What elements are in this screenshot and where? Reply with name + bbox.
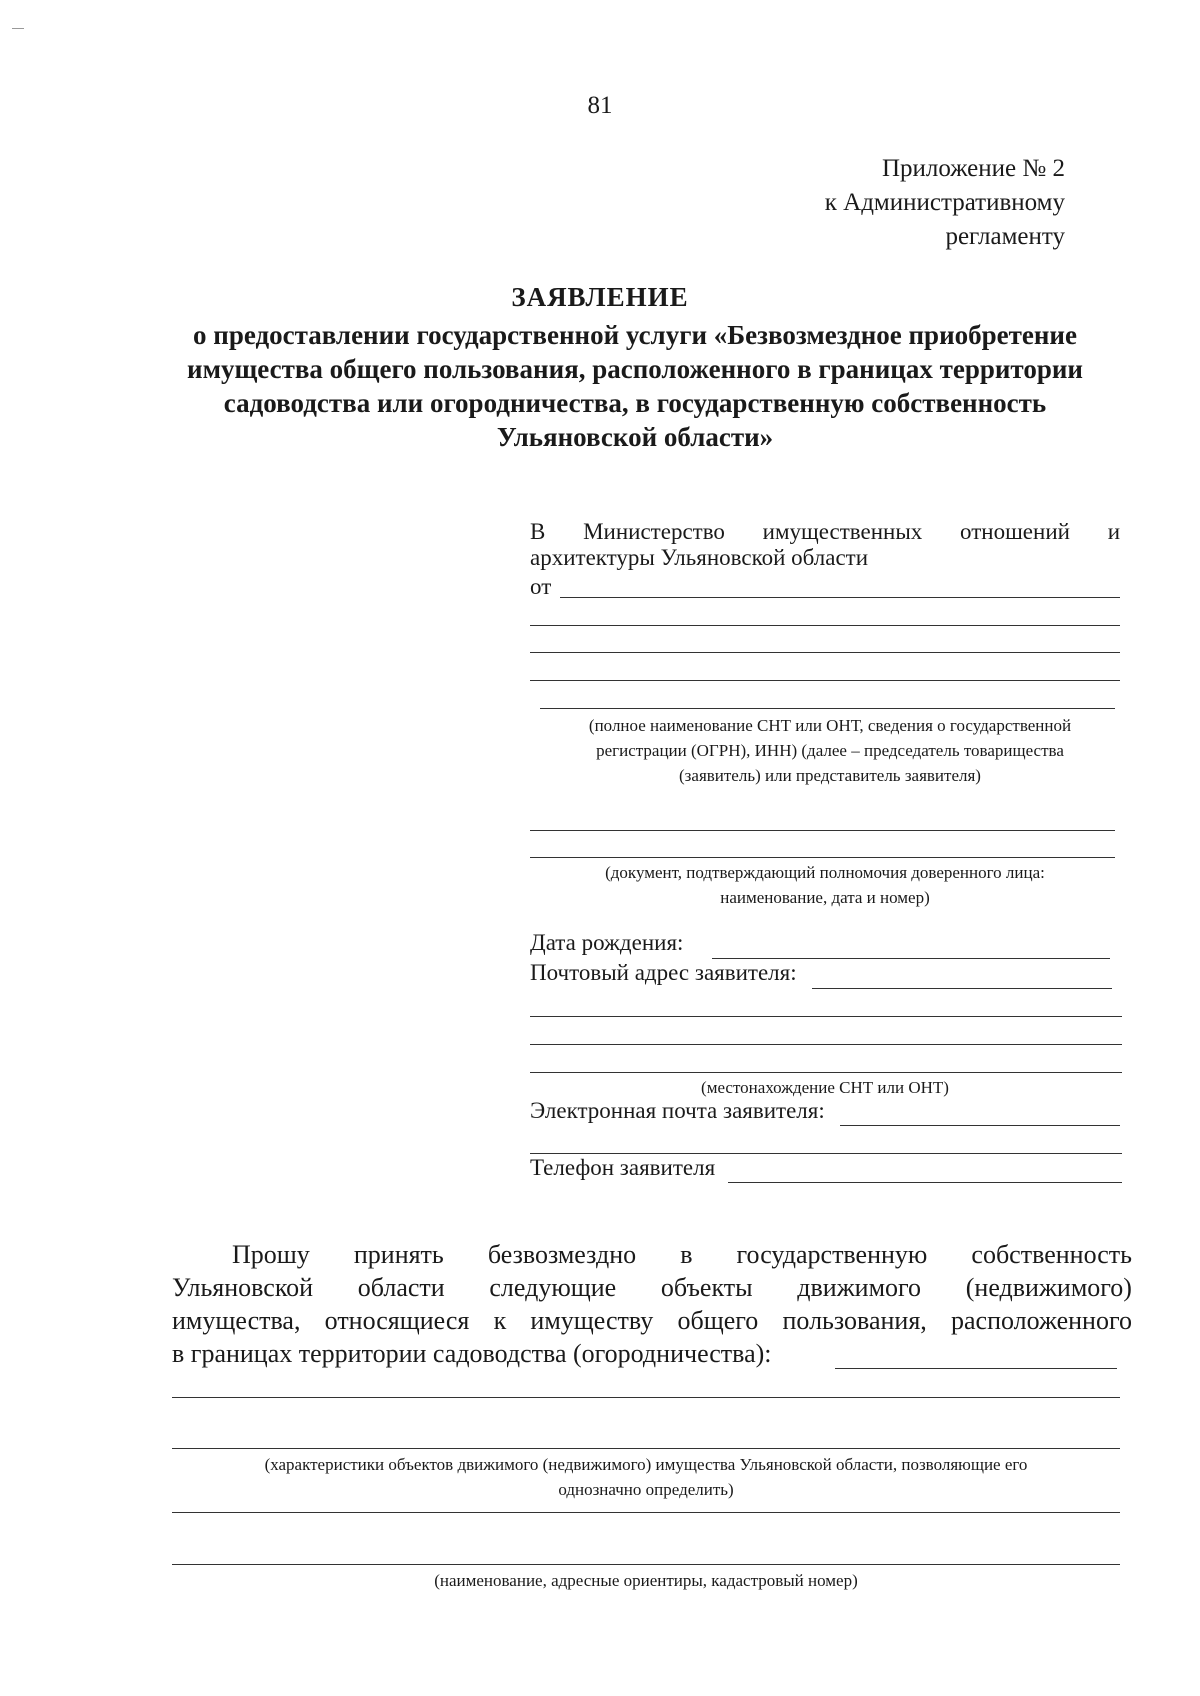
note-line: (заявитель) или представитель заявителя) [679, 766, 981, 785]
objects-field-line[interactable] [835, 1368, 1117, 1369]
birth-date-field-line[interactable] [712, 958, 1110, 959]
note-line: однозначно определить) [558, 1480, 734, 1499]
request-line: в границах территории садоводства (огородничества): [172, 1339, 772, 1368]
note-line: регистрации (ОГРН), ИНН) (далее – председатель товарищества [596, 741, 1064, 760]
note-line: (полное наименование СНТ или ОНТ, сведения о государственной [588, 716, 1072, 735]
email-field-line[interactable] [840, 1125, 1120, 1126]
request-word: движимого [797, 1273, 922, 1302]
addressee-word: В [530, 519, 546, 544]
proxy-note [530, 860, 1120, 910]
request-word: принять [353, 1240, 444, 1269]
page-number: 81 [587, 92, 613, 119]
subtitle-line: о предоставлении государственной услуги «Безвозмездное приобретение [193, 320, 1077, 350]
request-word: области [357, 1273, 445, 1302]
objects-note [172, 1452, 1120, 1502]
addressee-word: и [1107, 519, 1120, 544]
objects-field-line[interactable] [172, 1448, 1120, 1449]
applicant-note [530, 713, 1130, 788]
request-word: относящиеся [324, 1306, 470, 1335]
subtitle-line: Ульяновской области» [496, 422, 774, 452]
postal-address-field-line[interactable] [530, 1044, 1122, 1045]
addressee-word: отношений [960, 519, 1070, 544]
applicant-field-line[interactable] [540, 708, 1115, 709]
appendix-line: Приложение № 2 [881, 155, 1065, 182]
objects-field-line[interactable] [172, 1397, 1120, 1398]
email-field-line[interactable] [530, 1153, 1122, 1154]
request-word: расположенного [951, 1306, 1132, 1335]
addressee-line [530, 518, 1120, 546]
request-word: к [493, 1306, 507, 1335]
from-field-line[interactable] [560, 597, 1120, 598]
subtitle-line: садоводства или огородничества, в государственную собственность [223, 388, 1047, 418]
postal-address-field-line[interactable] [530, 1072, 1122, 1073]
location-note-2: (наименование, адресные ориентиры, кадастровый номер) [434, 1571, 858, 1590]
request-word: Прошу [232, 1240, 310, 1269]
scan-mark [12, 28, 24, 29]
location-field-line[interactable] [172, 1512, 1120, 1513]
addressee-word: Министерство [583, 519, 725, 544]
location-field-line[interactable] [172, 1564, 1120, 1565]
request-line [172, 1304, 1132, 1337]
phone-label: Телефон заявителя [530, 1155, 716, 1180]
request-line [172, 1238, 1132, 1271]
addressee-word: имущественных [762, 519, 923, 544]
request-word: Ульяновской [172, 1273, 314, 1302]
request-word: в [680, 1240, 693, 1269]
request-word: собственность [971, 1240, 1132, 1269]
document-title: ЗАЯВЛЕНИЕ [511, 282, 689, 312]
applicant-field-line[interactable] [530, 680, 1120, 681]
proxy-field-line[interactable] [530, 857, 1115, 858]
request-word: следующие [489, 1273, 617, 1302]
postal-address-label: Почтовый адрес заявителя: [530, 960, 797, 985]
request-word: общего [677, 1306, 759, 1335]
note-line: (характеристики объектов движимого (недвижимого) имущества Ульяновской области, позволяющие его [264, 1455, 1028, 1474]
document-subtitle [170, 318, 1100, 454]
request-word: пользования, [782, 1306, 927, 1335]
request-word: имущества, [172, 1306, 301, 1335]
from-label: от [530, 574, 552, 599]
note-line: наименование, дата и номер) [720, 888, 930, 907]
applicant-field-line[interactable] [530, 652, 1120, 653]
request-word: (недвижимого) [965, 1273, 1132, 1302]
appendix-line: регламенту [945, 223, 1065, 250]
postal-address-field-line[interactable] [530, 1016, 1122, 1017]
email-label: Электронная почта заявителя: [530, 1098, 825, 1123]
location-note: (местонахождение СНТ или ОНТ) [701, 1078, 949, 1097]
request-word: государственную [736, 1240, 928, 1269]
postal-address-field-line[interactable] [812, 988, 1112, 989]
request-line [172, 1271, 1132, 1304]
request-word: имуществу [530, 1306, 654, 1335]
subtitle-line: имущества общего пользования, расположенного в границах территории [187, 354, 1083, 384]
request-paragraph [172, 1238, 1132, 1370]
request-word: объекты [660, 1273, 753, 1302]
note-line: (документ, подтверждающий полномочия доверенного лица: [605, 863, 1045, 882]
birth-date-label: Дата рождения: [530, 930, 684, 955]
request-word: безвозмездно [487, 1240, 637, 1269]
addressee-line-2: архитектуры Ульяновской области [530, 545, 869, 570]
proxy-field-line[interactable] [530, 830, 1115, 831]
appendix-line: к Административному [824, 189, 1065, 216]
phone-field-line[interactable] [728, 1182, 1122, 1183]
appendix-header [825, 152, 1065, 254]
applicant-field-line[interactable] [530, 625, 1120, 626]
